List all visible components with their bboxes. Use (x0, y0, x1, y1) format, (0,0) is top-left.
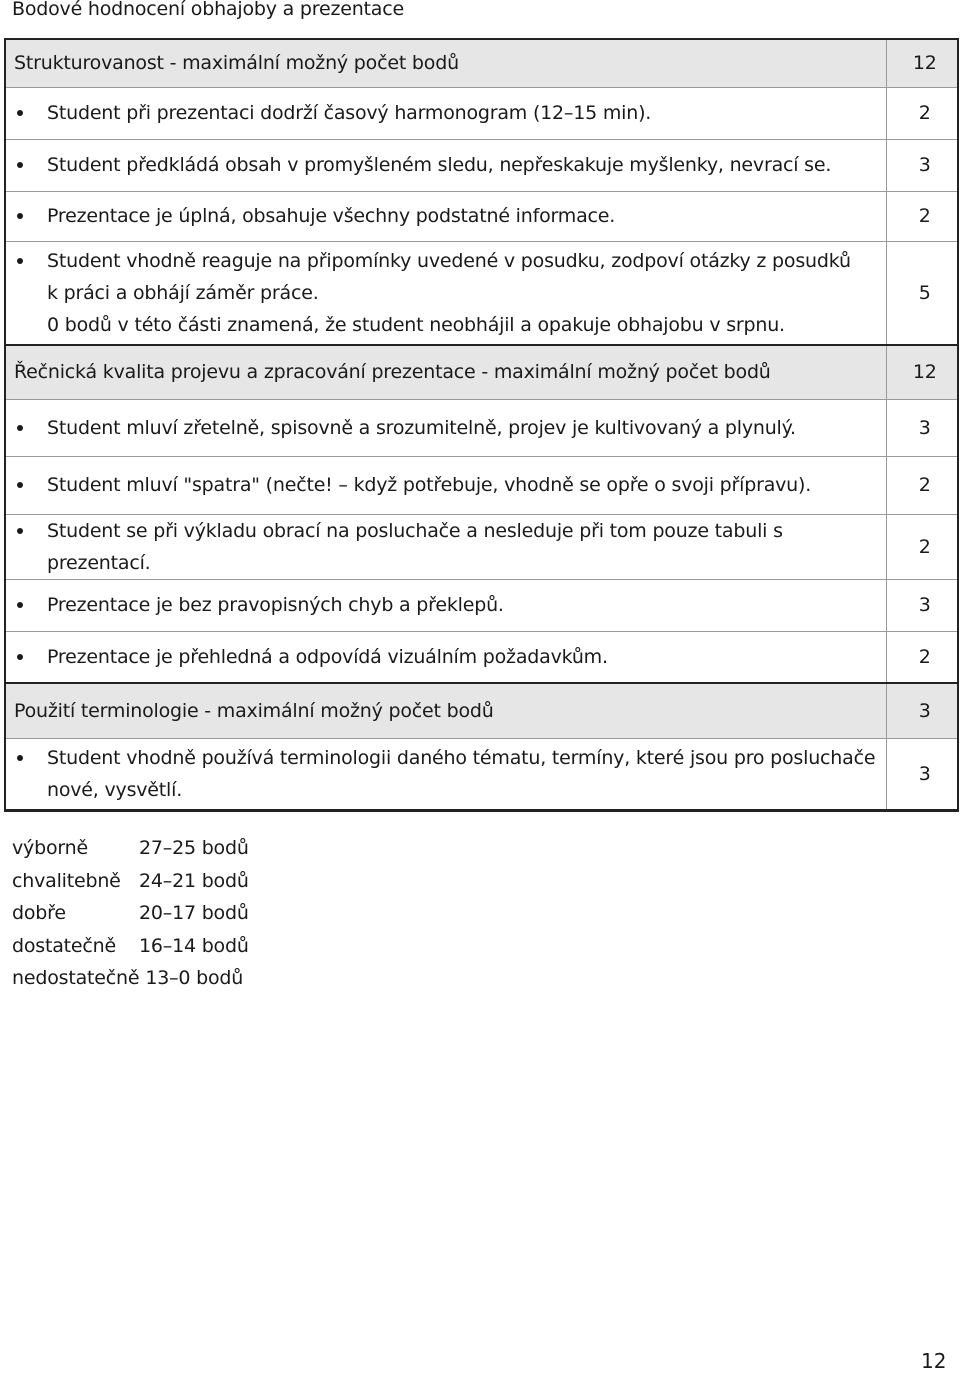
criterion-points: 2 (886, 191, 958, 241)
bullet-icon (17, 602, 23, 608)
table-row (5, 631, 958, 683)
criterion-points: 2 (886, 87, 958, 139)
section-title: Použití terminologie - maximální možný počet bodů (5, 683, 886, 738)
bullet-icon (17, 162, 23, 168)
table-row (5, 579, 958, 631)
criterion-points: 3 (886, 399, 958, 456)
criterion-points: 2 (886, 514, 958, 579)
bullet-icon (17, 482, 23, 488)
table-row (5, 191, 958, 241)
section-title: Řečnická kvalita projevu a zpracování prezentace - maximální možný počet bodů (5, 345, 886, 399)
criterion-text: k práci a obhájí záměr práce. (47, 281, 319, 304)
table-row (5, 241, 958, 345)
grade-name: výborně (12, 837, 88, 859)
criterion-text: Student vhodně používá terminologii daného tématu, termíny, které jsou pro posluchače (47, 746, 876, 769)
bullet-icon (17, 755, 23, 761)
criterion-text: Prezentace je přehledná a odpovídá vizuálním požadavkům. (47, 645, 608, 668)
section-max-points: 12 (886, 39, 958, 87)
criterion-text: nové, vysvětlí. (47, 778, 183, 801)
grade-name: chvalitebně (12, 869, 121, 892)
section-max-points: 3 (886, 683, 958, 738)
grade-name: dobře (12, 902, 66, 924)
bullet-icon (17, 654, 23, 660)
criterion-text: Student mluví "spatra" (nečte! – když potřebuje, vhodně se opře o svoji přípravu). (47, 474, 812, 496)
criterion-points: 5 (886, 241, 958, 345)
criterion-points: 2 (886, 631, 958, 683)
list-item (12, 832, 249, 865)
grade-range: 16–14 bodů (139, 934, 249, 957)
section-max-points: 12 (886, 345, 958, 399)
criterion-text: Student při prezentaci dodrží časový harmonogram (12–15 min). (47, 102, 652, 124)
criterion-text: Prezentace je úplná, obsahuje všechny podstatné informace. (47, 205, 616, 227)
bullet-icon (17, 528, 23, 534)
grade-name: dostatečně (12, 934, 116, 957)
list-item (12, 865, 249, 898)
criterion-points: 2 (886, 456, 958, 514)
criterion-text: Student předkládá obsah v promyšleném sledu, nepřeskakuje myšlenky, nevrací se. (47, 154, 832, 176)
criterion-text: Student vhodně reaguje na připomínky uvedené v posudku, zodpoví otázky z posudků (47, 249, 851, 272)
grade-range: 27–25 bodů (139, 837, 249, 859)
criterion-text: Student mluví zřetelně, spisovně a srozumitelně, projev je kultivovaný a plynulý. (47, 416, 796, 439)
list-item (12, 897, 249, 930)
bullet-icon (17, 258, 23, 264)
criterion-note: 0 bodů v této části znamená, že student neobhájil a opakuje obhajobu v srpnu. (47, 313, 785, 336)
page-number: 12 (921, 1349, 947, 1373)
table-row (5, 87, 958, 139)
bullet-icon (17, 425, 23, 431)
list-item (12, 930, 249, 963)
section-header-structure (5, 39, 958, 87)
grade-name: nedostatečně (12, 967, 140, 989)
table-row (5, 456, 958, 514)
bullet-icon (17, 213, 23, 219)
grade-range: 13–0 bodů (145, 967, 244, 989)
bullet-icon (17, 110, 23, 116)
criterion-text: Student se při výkladu obrací na posluchače a nesleduje při tom pouze tabuli s prezentací. (47, 519, 783, 574)
section-title: Strukturovanost - maximální možný počet bodů (5, 39, 886, 87)
table-row (5, 514, 958, 579)
criterion-points: 3 (886, 139, 958, 191)
criterion-points: 3 (886, 738, 958, 810)
table-row (5, 139, 958, 191)
grading-scale (12, 832, 249, 995)
page-heading: Bodové hodnocení obhajoby a prezentace (12, 0, 404, 20)
section-header-terminology (5, 683, 958, 738)
section-header-speech (5, 345, 958, 399)
criterion-points: 3 (886, 579, 958, 631)
grade-range: 20–17 bodů (139, 902, 249, 924)
grade-range: 24–21 bodů (139, 869, 249, 892)
table-row (5, 399, 958, 456)
scoring-table (4, 38, 959, 812)
criterion-text: Prezentace je bez pravopisných chyb a překlepů. (47, 594, 504, 616)
table-row (5, 738, 958, 810)
list-item (12, 962, 249, 995)
